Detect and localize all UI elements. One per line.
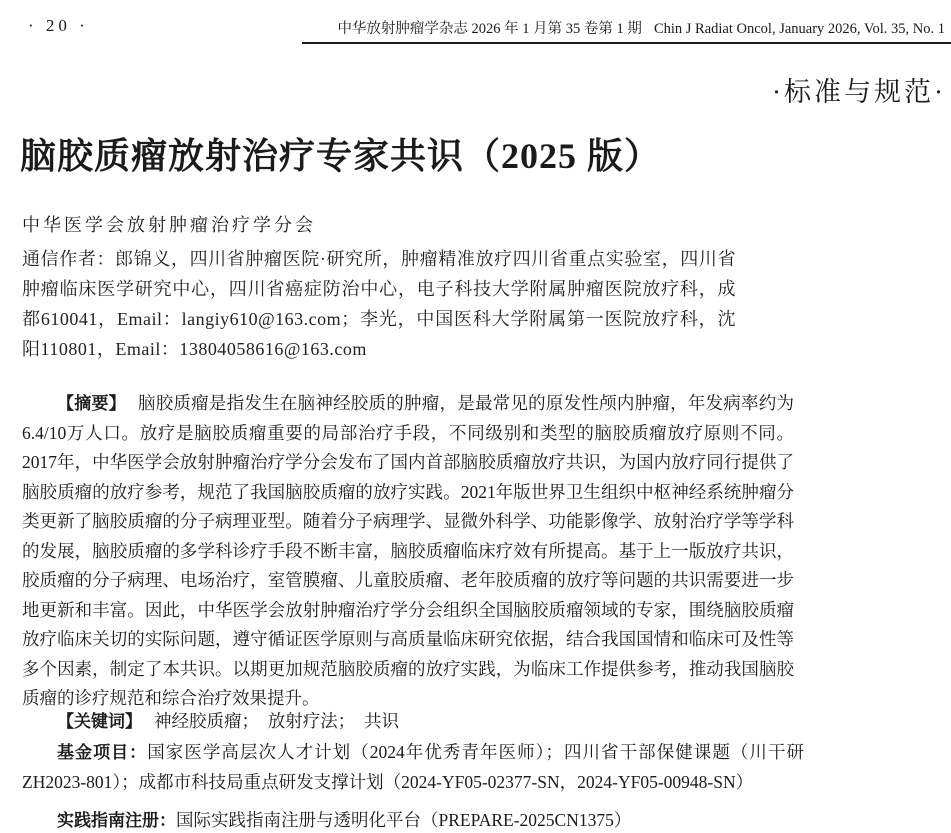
author-group: 中华医学会放射肿瘤治疗学分会 [22, 215, 316, 235]
keywords-text: 神经胶质瘤； 放射疗法； 共识 [154, 711, 399, 731]
keywords-line [22, 707, 794, 737]
journal-title-cn: 中华放射肿瘤学杂志 2026 年 1 月第 35 卷第 1 期 [337, 21, 642, 37]
funding-label: 基金项目： [57, 743, 148, 762]
keywords-label: 【关键词】 [57, 712, 142, 731]
page-number: · 20 · [28, 16, 89, 35]
registration-line [22, 806, 804, 833]
journal-title-en: Chin J Radiat Oncol, January 2026, Vol. 35, No. 1 [653, 21, 945, 37]
correspondence-note: 通信作者：郎锦义，四川省肿瘤医院·研究所，肿瘤精准放疗四川省重点实验室，四川省肿瘤临床医学研究中心，四川省癌症防治中心，电子科技大学附属肿瘤医院放疗科，成都610041，Email：langiy610@163.com；李光，中国医科大学附属第一医院放疗科，沈阳110801，Email：13804058616@163.com [22, 249, 736, 359]
funding-paragraph [22, 738, 804, 797]
registration-text: 国际实践指南注册与透明化平台（PREPARE-2025CN1375） [176, 810, 632, 830]
journal-masthead [337, 17, 945, 38]
abstract-label: 【摘要】 [57, 394, 126, 413]
abstract-paragraph [22, 389, 794, 714]
funding-text: 国家医学高层次人才计划（2024年优秀青年医师）；四川省干部保健课题（川干研ZH2023-801）；成都市科技局重点研发支撑计划（2024-YF05-02377-SN，2024-YF05-00948-SN） [22, 742, 805, 792]
article-title: 脑胶质瘤放射治疗专家共识（2025 版） [20, 136, 662, 176]
abstract-text: 脑胶质瘤是指发生在脑神经胶质的肿瘤，是最常见的原发性颅内肿瘤，年发病率约为6.4/10万人口。放疗是脑胶质瘤重要的局部治疗手段，不同级别和类型的脑胶质瘤放疗原则不同。2017年，中华医学会放射肿瘤治疗学分会发布了国内首部脑胶质瘤放疗共识，为国内放疗同行提供了脑胶质瘤的放疗参考，规范了我国脑胶质瘤的放疗实践。2021年版世界卫生组织中枢神经系统肿瘤分类更新了脑胶质瘤的分子病理亚型。随着分子病理学、显微外科学、功能影像学、放射治疗学等学科的发展，脑胶质瘤的多学科诊疗手段不断丰富，脑胶质瘤临床疗效有所提高。基于上一版放疗共识，胶质瘤的分子病理、电场治疗，室管膜瘤、儿童胶质瘤、老年胶质瘤的放疗等问题的共识需要进一步地更新和丰富。因此，中华医学会放射肿瘤治疗学分会组织全国脑胶质瘤领域的专家，围绕脑胶质瘤放疗临床关切的实际问题，遵守循证医学原则与高质量临床研究依据，结合我国国情和临床可及性等多个因素，制定了本共识。以期更加规范脑胶质瘤的放疗实践，为临床工作提供参考，推动我国脑胶质瘤的诊疗规范和综合治疗效果提升。 [22, 393, 795, 708]
header-rule [302, 42, 951, 44]
column-section-label: ·标准与规范· [772, 77, 946, 107]
registration-label: 实践指南注册： [57, 811, 176, 830]
